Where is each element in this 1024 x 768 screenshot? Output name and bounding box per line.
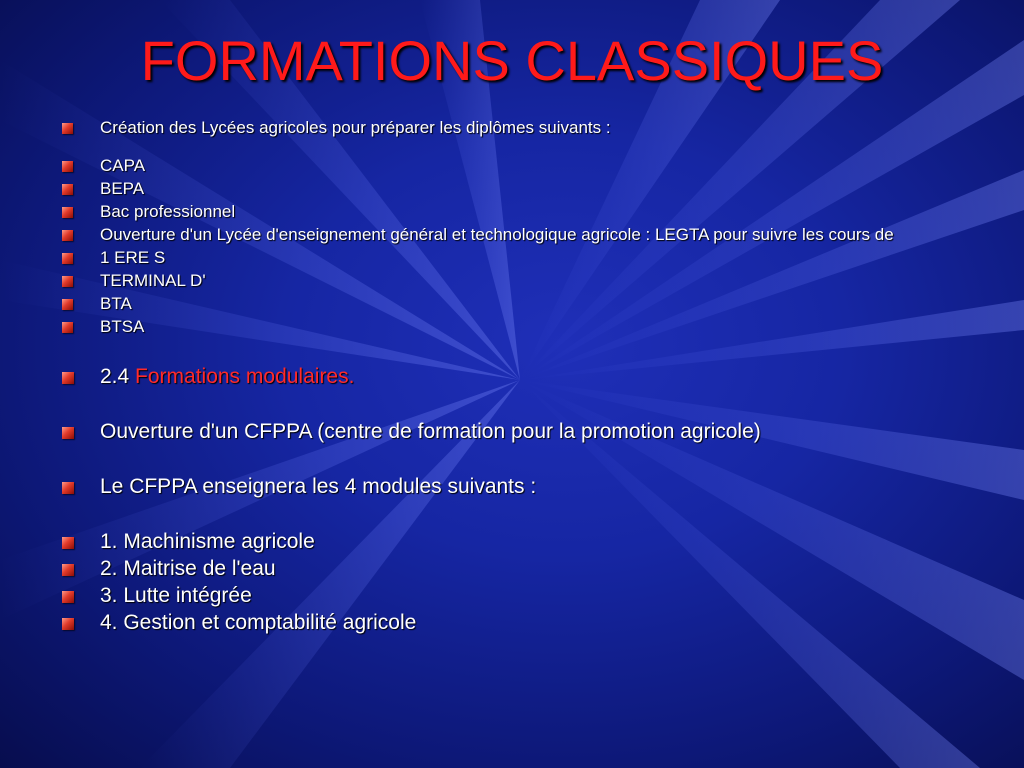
square-bullet-icon bbox=[62, 161, 73, 172]
square-bullet-icon bbox=[62, 184, 73, 195]
section-heading bbox=[62, 365, 962, 389]
slide-title: FORMATIONS CLASSIQUES bbox=[140, 29, 884, 92]
list-item bbox=[62, 584, 962, 608]
list-item-text: TERMINAL D' bbox=[100, 271, 206, 290]
square-bullet-icon bbox=[62, 123, 73, 134]
list-item-text: Ouverture d'un CFPPA (centre de formation pour la promotion agricole) bbox=[100, 420, 761, 443]
square-bullet-icon bbox=[62, 253, 73, 264]
list-item bbox=[62, 271, 962, 290]
list-item-text: BTA bbox=[100, 294, 132, 313]
list-item-text: Bac professionnel bbox=[100, 202, 236, 221]
list-item bbox=[62, 156, 962, 175]
square-bullet-icon bbox=[62, 564, 74, 576]
list-item-text: 1 ERE S bbox=[100, 248, 166, 267]
list-item bbox=[62, 294, 962, 313]
list-item-text: BTSA bbox=[100, 317, 145, 336]
square-bullet-icon bbox=[62, 230, 73, 241]
list-item bbox=[62, 118, 962, 137]
section-number: 2.4 bbox=[100, 365, 136, 388]
list-item-text: CAPA bbox=[100, 156, 146, 175]
list-item bbox=[62, 475, 962, 499]
list-item bbox=[62, 530, 962, 554]
list-item-text: 3. Lutte intégrée bbox=[100, 584, 252, 607]
square-bullet-icon bbox=[62, 537, 74, 549]
square-bullet-icon bbox=[62, 591, 74, 603]
bullet-list bbox=[62, 118, 962, 638]
list-item bbox=[62, 317, 962, 336]
list-item bbox=[62, 225, 962, 244]
list-item bbox=[62, 420, 962, 444]
list-item bbox=[62, 611, 962, 635]
list-item bbox=[62, 202, 962, 221]
square-bullet-icon bbox=[62, 372, 74, 384]
list-item bbox=[62, 248, 962, 267]
list-item-text: 4. Gestion et comptabilité agricole bbox=[100, 611, 417, 634]
square-bullet-icon bbox=[62, 299, 73, 310]
square-bullet-icon bbox=[62, 482, 74, 494]
list-item-text: 1. Machinisme agricole bbox=[100, 530, 315, 553]
square-bullet-icon bbox=[62, 322, 73, 333]
list-item-text: BEPA bbox=[100, 179, 145, 198]
square-bullet-icon bbox=[62, 618, 74, 630]
list-item bbox=[62, 557, 962, 581]
list-item-text: Le CFPPA enseignera les 4 modules suivants : bbox=[100, 475, 537, 498]
list-item bbox=[62, 179, 962, 198]
list-item-text: Ouverture d'un Lycée d'enseignement général et technologique agricole : LEGTA pour suivre les cours de bbox=[100, 225, 894, 244]
list-item-text: Création des Lycées agricoles pour préparer les diplômes suivants : bbox=[100, 118, 611, 137]
list-item-text: 2. Maitrise de l'eau bbox=[100, 557, 276, 580]
section-heading-text: Formations modulaires. bbox=[135, 365, 355, 388]
square-bullet-icon bbox=[62, 207, 73, 218]
square-bullet-icon bbox=[62, 427, 74, 439]
square-bullet-icon bbox=[62, 276, 73, 287]
